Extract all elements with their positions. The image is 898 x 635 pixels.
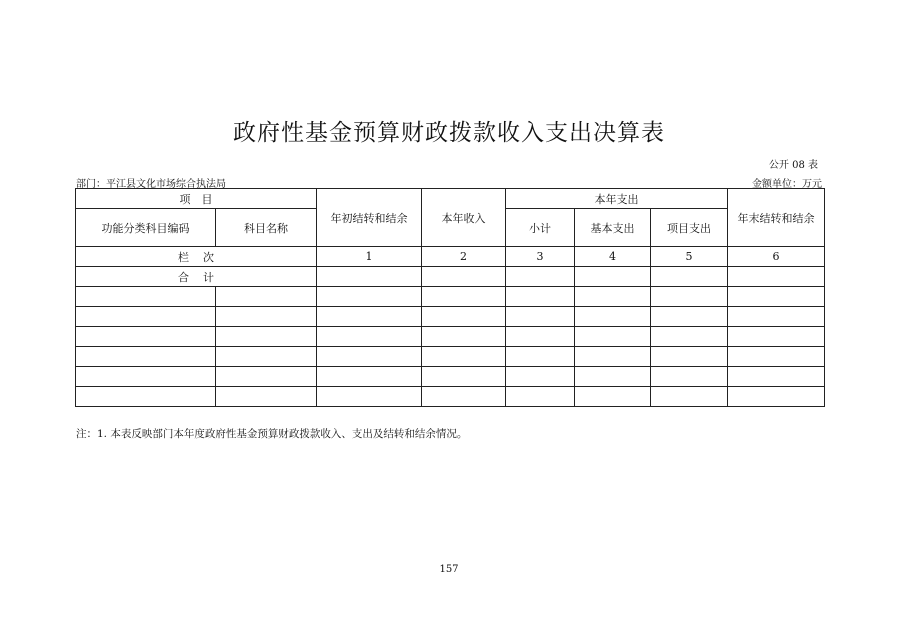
table-cell <box>728 387 825 407</box>
header-end-balance: 年末结转和结余 <box>728 189 825 247</box>
table-cell <box>728 307 825 327</box>
table-row <box>76 307 825 327</box>
table-cell <box>76 347 216 367</box>
table-cell <box>575 387 651 407</box>
form-number: 公开 08 表 <box>768 160 818 171</box>
table-row <box>76 387 825 407</box>
table-cell <box>506 347 575 367</box>
table-cell <box>422 387 506 407</box>
table-cell <box>422 287 506 307</box>
col-number: 5 <box>651 247 728 267</box>
table-cell <box>506 307 575 327</box>
table-cell <box>651 347 728 367</box>
table-cell <box>216 287 317 307</box>
table-cell <box>575 267 651 287</box>
table-cell <box>575 347 651 367</box>
table-cell <box>76 367 216 387</box>
col-number: 4 <box>575 247 651 267</box>
table-cell <box>651 387 728 407</box>
table-cell <box>728 287 825 307</box>
budget-table <box>75 188 825 407</box>
table-cell <box>317 367 422 387</box>
table-cell <box>728 327 825 347</box>
header-item: 项 目 <box>76 189 317 209</box>
row-index <box>76 247 825 267</box>
table-row <box>76 347 825 367</box>
table-cell <box>76 307 216 327</box>
table-cell <box>651 287 728 307</box>
table-cell <box>728 367 825 387</box>
table-cell <box>728 267 825 287</box>
table-cell <box>216 387 317 407</box>
page-number: 157 <box>439 564 459 575</box>
table-cell <box>651 327 728 347</box>
department-label: 部门：平江县文化市场综合执法局 <box>76 179 226 190</box>
table-cell <box>728 347 825 367</box>
table-cell <box>422 367 506 387</box>
header-func-code: 功能分类科目编码 <box>76 209 216 247</box>
table-cell <box>76 287 216 307</box>
header-income: 本年收入 <box>422 189 506 247</box>
table-cell <box>506 387 575 407</box>
col-number: 1 <box>317 247 422 267</box>
unit-label: 金额单位：万元 <box>752 179 822 190</box>
row-total <box>76 267 825 287</box>
col-number: 6 <box>728 247 825 267</box>
table-cell <box>317 327 422 347</box>
footnote: 注：1. 本表反映部门本年度政府性基金预算财政拨款收入、支出及结转和结余情况。 <box>76 428 468 440</box>
table-cell <box>422 307 506 327</box>
table-cell <box>317 387 422 407</box>
table-cell <box>216 327 317 347</box>
table-cell <box>76 387 216 407</box>
total-label: 合计 <box>76 267 317 287</box>
table-cell <box>216 367 317 387</box>
table-cell <box>317 267 422 287</box>
col-number: 3 <box>506 247 575 267</box>
table-cell <box>506 367 575 387</box>
table-cell <box>651 267 728 287</box>
col-number: 2 <box>422 247 506 267</box>
header-basic: 基本支出 <box>575 209 651 247</box>
table-cell <box>575 307 651 327</box>
row-index-label: 栏次 <box>76 247 317 267</box>
table-cell <box>216 307 317 327</box>
table-cell <box>651 367 728 387</box>
header-project: 项目支出 <box>651 209 728 247</box>
table-cell <box>506 287 575 307</box>
header-subtotal: 小计 <box>506 209 575 247</box>
table-cell <box>76 327 216 347</box>
table-cell <box>422 327 506 347</box>
table-cell <box>317 347 422 367</box>
header-subject-name: 科目名称 <box>216 209 317 247</box>
table-cell <box>575 287 651 307</box>
table-cell <box>506 327 575 347</box>
table-cell <box>422 347 506 367</box>
page-title: 政府性基金预算财政拨款收入支出决算表 <box>233 120 665 146</box>
table-row <box>76 287 825 307</box>
table-row <box>76 327 825 347</box>
table-cell <box>317 307 422 327</box>
table-cell <box>575 327 651 347</box>
table-cell <box>317 287 422 307</box>
table-cell <box>216 347 317 367</box>
table-cell <box>422 267 506 287</box>
table-row <box>76 367 825 387</box>
table-cell <box>575 367 651 387</box>
header-expense: 本年支出 <box>506 189 728 209</box>
header-begin-balance: 年初结转和结余 <box>317 189 422 247</box>
table-cell <box>506 267 575 287</box>
table-cell <box>651 307 728 327</box>
